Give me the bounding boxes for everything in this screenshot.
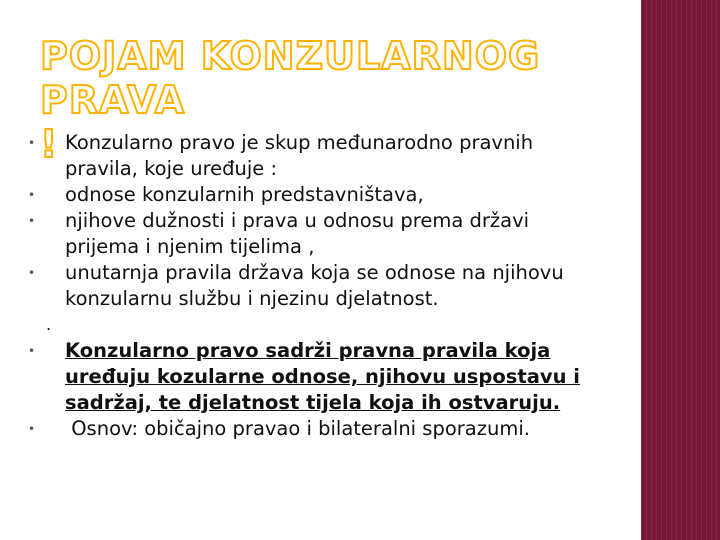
bullet-marker: • bbox=[28, 214, 36, 228]
list-item-text: unutarnja pravila država koja se odnose na njihovu konzularnu službu i njezinu djelatnost. bbox=[65, 261, 564, 310]
separator-dot bbox=[28, 312, 608, 338]
title-line-2: ! bbox=[40, 122, 59, 166]
separator-dot-marker: . bbox=[46, 315, 52, 334]
list-item bbox=[28, 130, 608, 182]
list-item bbox=[28, 182, 608, 208]
bullet-marker: • bbox=[28, 136, 36, 150]
bullet-list bbox=[28, 130, 608, 442]
list-item bbox=[28, 416, 608, 442]
list-item bbox=[28, 208, 608, 260]
bullet-marker: • bbox=[28, 188, 36, 202]
bullet-marker: • bbox=[28, 266, 36, 280]
bullet-marker: • bbox=[28, 344, 36, 358]
list-item-text: odnose konzularnih predstavništava, bbox=[65, 183, 424, 206]
list-item-text: Osnov: običajno pravao i bilateralni sporazumi. bbox=[65, 417, 530, 440]
list-item-text: Konzularno pravo sadrži pravna pravila koja uređuju kozularne odnose, njihovu uspostavu i sadržaj, te djelatnost tijela koja ih ostvaruju. bbox=[65, 339, 580, 414]
list-item bbox=[28, 260, 608, 312]
title-line-1: POJAM KONZULARNOG PRAVA bbox=[40, 34, 541, 122]
list-item-text: Konzularno pravo je skup međunarodno pravnih pravila, koje uređuje : bbox=[65, 131, 534, 180]
list-item-text: njihove dužnosti i prava u odnosu prema državi prijema i njenim tijelima , bbox=[65, 209, 530, 258]
bullet-marker: • bbox=[28, 422, 36, 436]
decorative-side-bar bbox=[641, 0, 720, 540]
list-item-emphasized bbox=[28, 338, 608, 416]
